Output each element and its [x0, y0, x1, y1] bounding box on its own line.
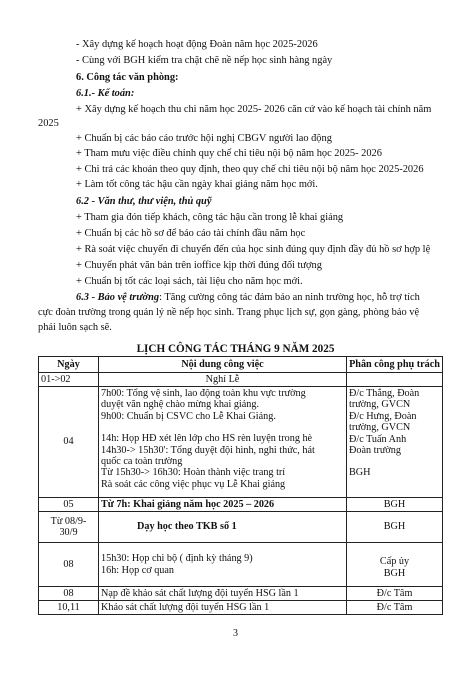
section-6-heading: 6. Công tác văn phòng: — [76, 72, 179, 83]
row-day: 08 — [39, 543, 99, 587]
row-day: 04 — [39, 387, 99, 498]
clerical-item: + Chuẩn bị tốt các loại sách, tài liệu cho năm học mới. — [76, 276, 303, 287]
assign-line: Đoàn trường — [349, 445, 401, 457]
content-spacer — [101, 422, 344, 433]
table-row — [39, 373, 443, 387]
accounting-item: + Tham mưu việc điều chỉnh quy chế chi tiêu nội bộ năm học 2025- 2026 — [76, 148, 382, 159]
row-content: Nạp đề khảo sát chất lượng đội tuyển HSG lần 1 — [99, 587, 347, 601]
clerical-item: + Chuyển phát văn bản trên ioffice kịp thời đúng đối tượng — [76, 260, 322, 271]
content-line: Rà soát các công việc phục vụ Lễ Khai giảng — [101, 478, 286, 490]
table-row — [39, 512, 443, 543]
row-assign — [347, 543, 443, 587]
content-line: 9h00: Chuẩn bị CSVC cho Lễ Khai Giảng. — [101, 410, 276, 422]
assign-line: Đ/c Tuấn Anh — [349, 433, 407, 445]
content-line: duyệt văn nghệ chào mừng khai giảng. — [101, 399, 260, 411]
assign-line: trường, GVCN — [349, 399, 411, 411]
clerical-item: + Chuẩn bị các hồ sơ để báo cáo tài chính đầu năm học — [76, 228, 306, 239]
content-line: 7h00: Tổng vệ sinh, lao động toàn khu vực trường — [101, 388, 306, 399]
accounting-item: + Chuẩn bị các báo cáo trước hội nghị CBGV người lao động — [76, 133, 332, 144]
row-day: 08 — [39, 587, 99, 601]
accounting-item: + Chi trả các khoản theo quy định, theo quy chế chi tiêu nội bộ năm học 2025-2026 — [76, 164, 424, 175]
content-line: quốc ca toàn trường — [101, 456, 183, 468]
header-assign: Phân công phụ trách — [347, 357, 443, 373]
content-line: 14h30-> 15h30': Tổng duyệt đội hình, nghi thức, hát — [101, 444, 315, 456]
accounting-item-wrap: 2025 — [38, 118, 59, 129]
content-line: 15h30: Họp chi bộ ( định kỳ tháng 9) — [101, 553, 253, 565]
schedule-title: LỊCH CÔNG TÁC THÁNG 9 NĂM 2025 — [136, 343, 335, 355]
accounting-item: + Xây dựng kế hoạch thu chi năm học 2025- 2026 căn cứ vào kế hoạch tài chính năm — [76, 104, 432, 115]
table-row — [39, 543, 443, 587]
row-content: Nghỉ Lễ — [99, 373, 347, 387]
table-row — [39, 387, 443, 498]
security-paragraph-line-2: cực đoàn trường trong quản lý nề nếp học sinh. Trang phục lịch sự, gọn gàng, phòng bảo vệ — [38, 307, 420, 318]
row-content: Khảo sát chất lượng đội tuyển HSG lần 1 — [99, 601, 347, 615]
section-6-1-heading: 6.1.- Kế toán: — [76, 88, 135, 99]
intro-line-1: - Xây dựng kế hoạch hoạt động Đoàn năm học 2025-2026 — [76, 39, 318, 50]
row-content: Dạy học theo TKB số 1 — [99, 512, 347, 543]
row-day — [39, 512, 99, 543]
row-assign: Đ/c Tâm — [347, 587, 443, 601]
row-day: 05 — [39, 498, 99, 512]
page-number: 3 — [233, 628, 238, 639]
assign-line: Đ/c Thắng, Đoàn — [349, 388, 420, 399]
row-content: Từ 7h: Khai giảng năm học 2025 – 2026 — [99, 498, 347, 512]
table-header-row — [39, 357, 443, 373]
accounting-item: + Làm tốt công tác hậu cần ngày khai giảng năm học mới. — [76, 179, 318, 190]
row-content — [99, 387, 347, 498]
row-content — [99, 543, 347, 587]
day-line: Từ 08/9- — [50, 515, 87, 527]
header-day: Ngày — [39, 357, 99, 373]
security-paragraph-line-1 — [76, 292, 420, 304]
security-text-1: : Tăng cường công tác đảm bảo an ninh trường học, hỗ trợ tích — [159, 292, 420, 303]
row-assign — [347, 387, 443, 498]
security-paragraph-line-3: phải luôn sạch sẽ. — [38, 322, 112, 333]
row-day: 10,11 — [39, 601, 99, 615]
section-6-2-heading: 6.2 - Văn thư, thư viện, thủ quỹ — [76, 196, 212, 207]
table-row — [39, 587, 443, 601]
content-line: Từ 15h30-> 16h30: Hoàn thành việc trang trí — [101, 467, 286, 479]
clerical-item: + Tham gia đón tiếp khách, công tác hậu cần trong lễ khai giảng — [76, 212, 344, 223]
header-content: Nội dung công việc — [99, 357, 347, 373]
clerical-item: + Rà soát việc chuyển đi chuyển đến của học sinh đúng quy định đầy đủ hồ sơ hợp lệ — [76, 244, 431, 255]
assign-spacer — [349, 456, 440, 467]
row-day: 01->02 — [39, 373, 99, 387]
row-assign: BGH — [347, 512, 443, 543]
assign-line: Cấp ủy — [379, 556, 410, 568]
row-assign — [347, 373, 443, 387]
content-line: 14h: Họp HĐ xét lên lớp cho HS rèn luyện trong hè — [101, 433, 313, 445]
assign-line: Đ/c Hưng, Đoàn — [349, 410, 417, 422]
assign-line: BGH — [383, 567, 406, 579]
table-row — [39, 498, 443, 512]
table-row — [39, 601, 443, 615]
assign-line: BGH — [349, 467, 371, 479]
intro-line-2: - Cùng với BGH kiểm tra chặt chẽ nề nếp học sinh hàng ngày — [76, 55, 333, 66]
day-line: 30/9 — [59, 527, 78, 538]
schedule-table — [38, 356, 443, 615]
content-line: 16h: Họp cơ quan — [101, 564, 175, 576]
section-6-3-heading: 6.3 - Bảo vệ trường — [76, 292, 160, 303]
assign-line: trường, GVCN — [349, 422, 411, 434]
row-assign: Đ/c Tâm — [347, 601, 443, 615]
row-assign: BGH — [347, 498, 443, 512]
